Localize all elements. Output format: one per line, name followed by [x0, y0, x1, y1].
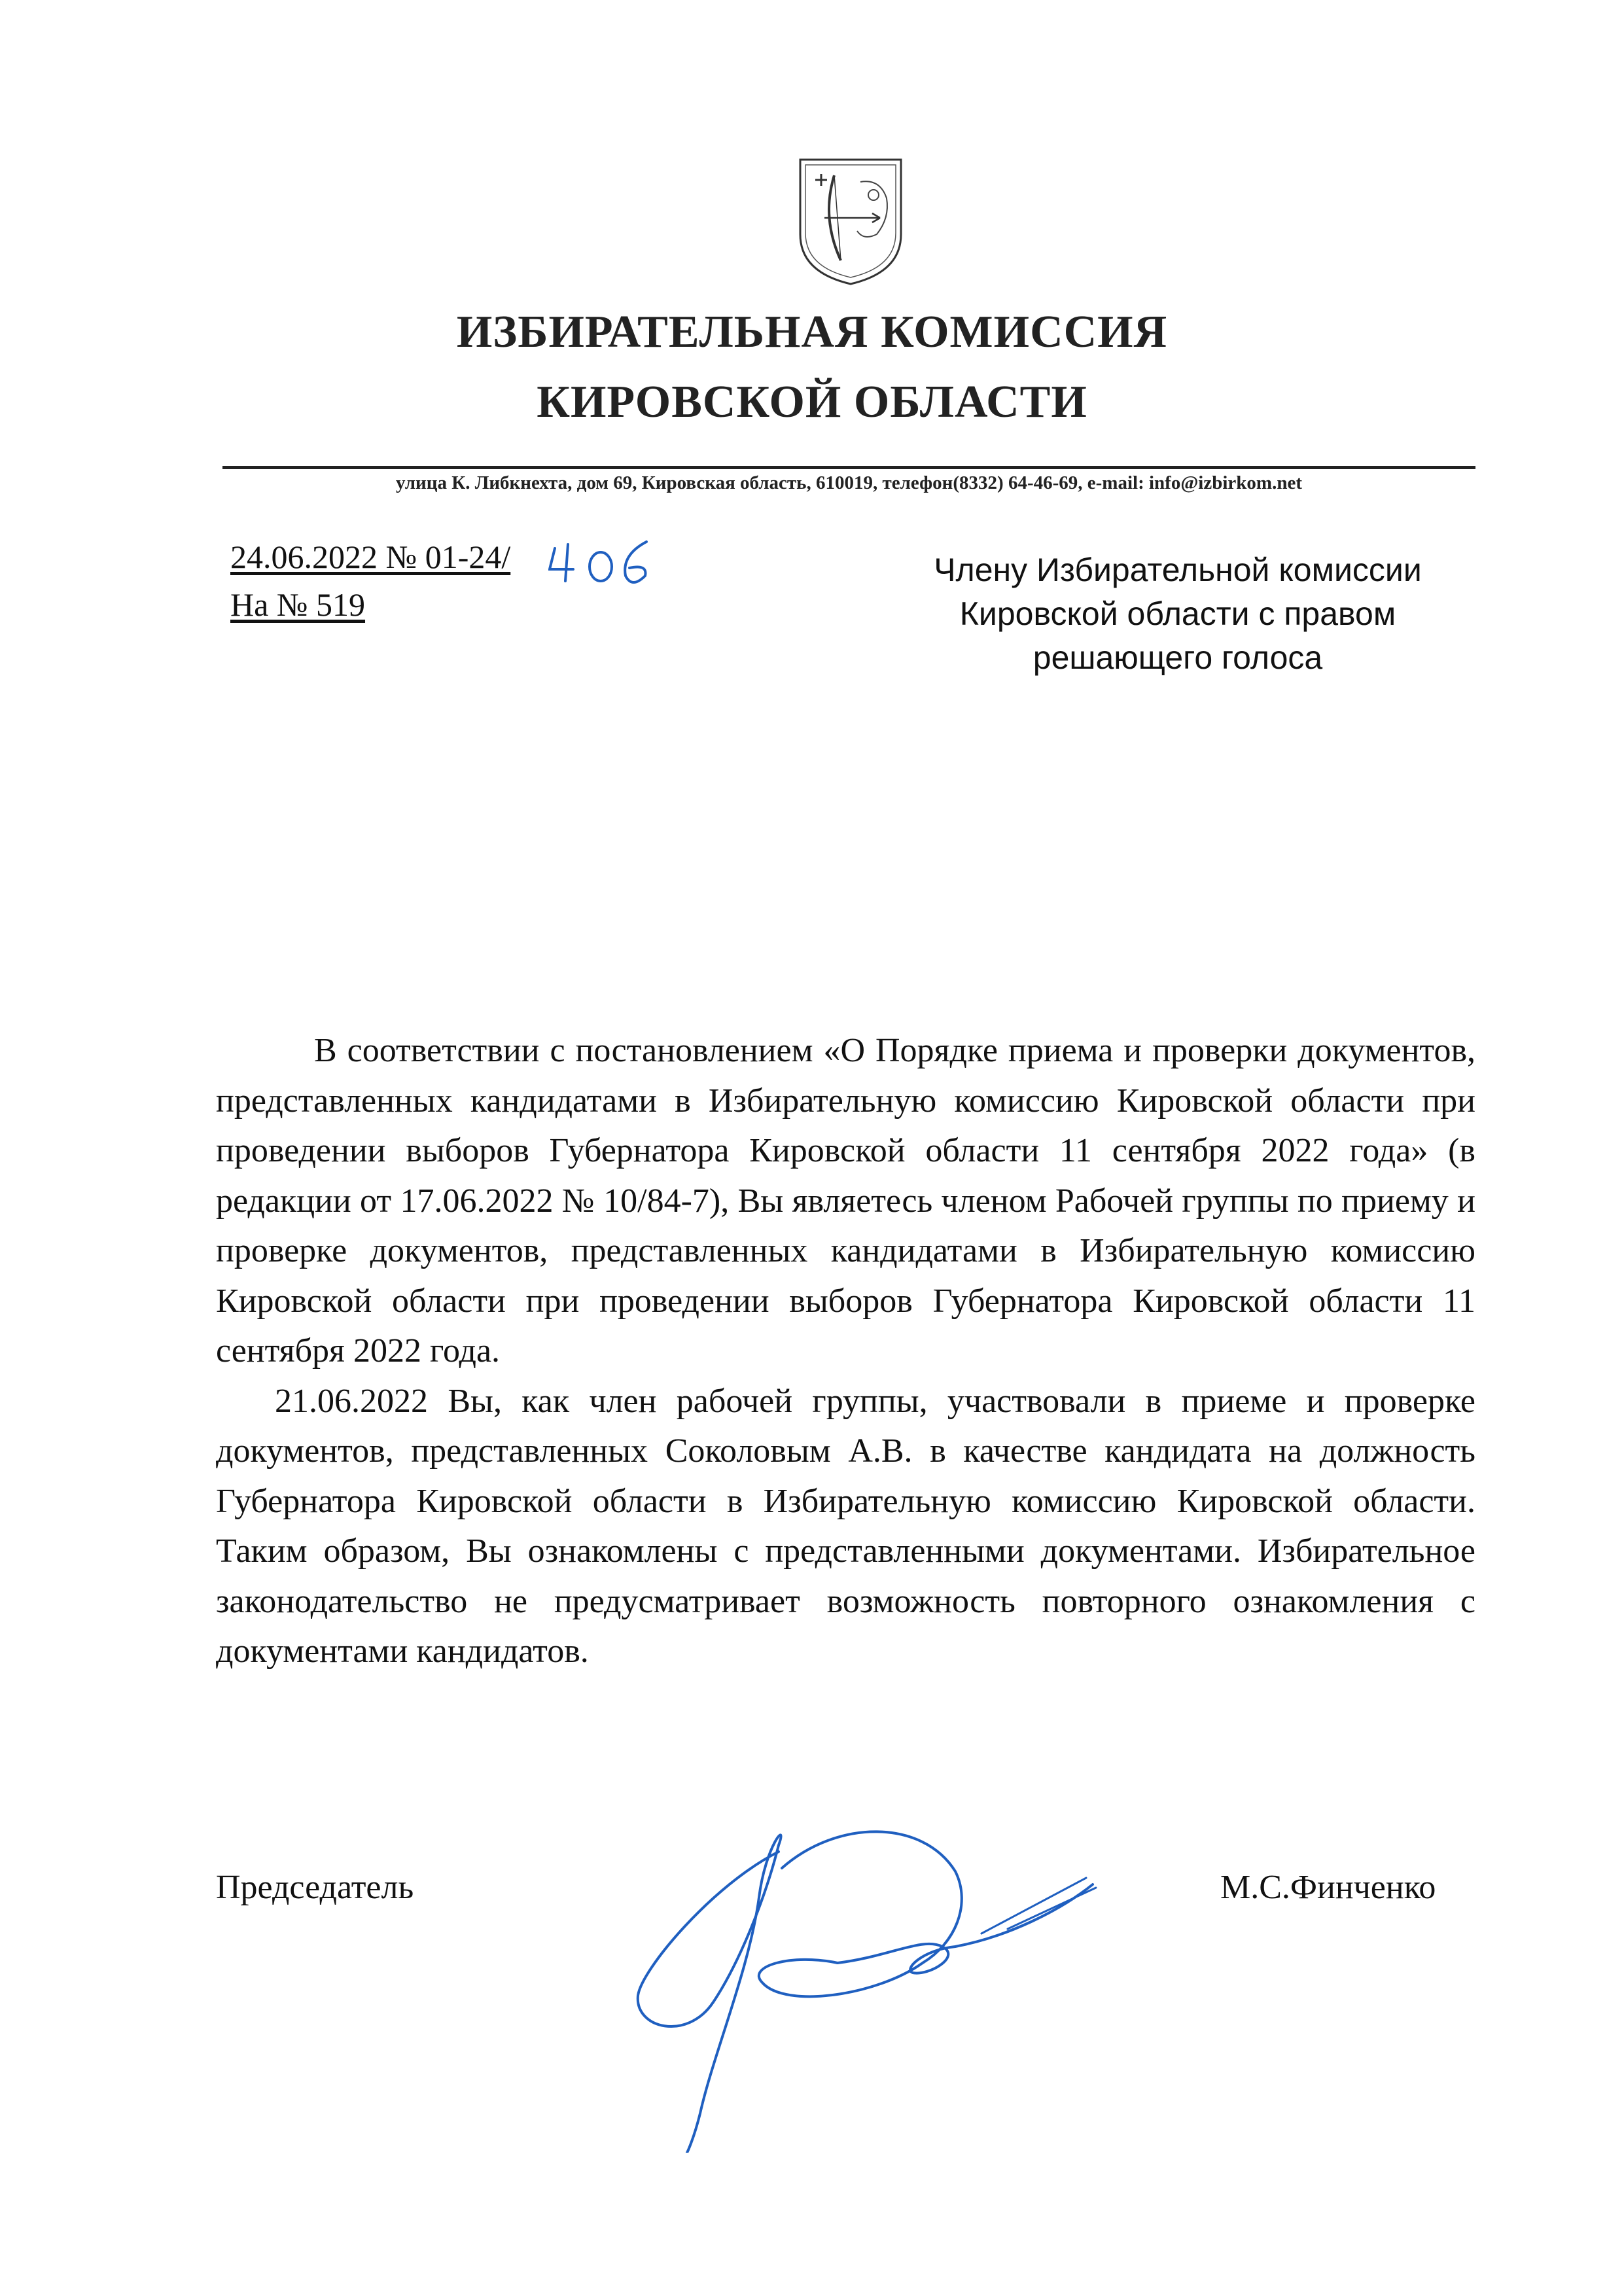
signatory-position: Председатель: [216, 1869, 414, 1906]
organization-title-line2: КИРОВСКОЙ ОБЛАСТИ: [537, 377, 1087, 427]
reply-to-number: На № 519: [230, 586, 366, 623]
addressee-line: Кировской области с правом: [959, 595, 1396, 632]
coat-of-arms-emblem: [795, 156, 906, 287]
addressee-line: Члену Избирательной комиссии: [934, 552, 1422, 588]
header-divider: [222, 466, 1475, 469]
addressee-line: решающего голоса: [1033, 639, 1323, 676]
organization-address: улица К. Либкнехта, дом 69, Кировская область, 610019, телефон(8332) 64-46-69, e-mail: info@izbirkom.net: [396, 472, 1302, 493]
registration-number: 24.06.2022 № 01-24/: [230, 539, 511, 575]
addressee-block: [896, 548, 1459, 680]
letter-body: [216, 1026, 1475, 1677]
body-paragraph: 21.06.2022 Вы, как член рабочей группы, участвовали в приеме и проверке документов, представленных Соколовым А.В. в качестве кандидата на должность Губернатора Кировской области в Избирательную комиссию Кировской области. Таким образом, Вы ознакомлены с представленными документами. Избирательное законодательство не предусматривает возможность повторного ознакомления с документами кандидатов.: [216, 1382, 1475, 1670]
body-paragraph: В соответствии с постановлением «О Порядке приема и проверки документов, представленных кандидатами в Избирательную комиссию Кировской области при проведении выборов Губернатора Кировской области 11 сентября 2022 года» (в редакции от 17.06.2022 № 10/84-7), Вы являетесь членом Рабочей группы по приему и проверке документов, представленных кандидатами в Избирательную комиссию Кировской области при проведении выборов Губернатора Кировской области 11 сентября 2022 года.: [216, 1032, 1475, 1369]
handwritten-signature: [615, 1806, 1099, 2153]
organization-title-line1: ИЗБИРАТЕЛЬНАЯ КОМИССИЯ: [456, 307, 1168, 357]
signatory-name: М.С.Финченко: [1220, 1869, 1436, 1906]
handwritten-registration-number: [548, 535, 673, 588]
